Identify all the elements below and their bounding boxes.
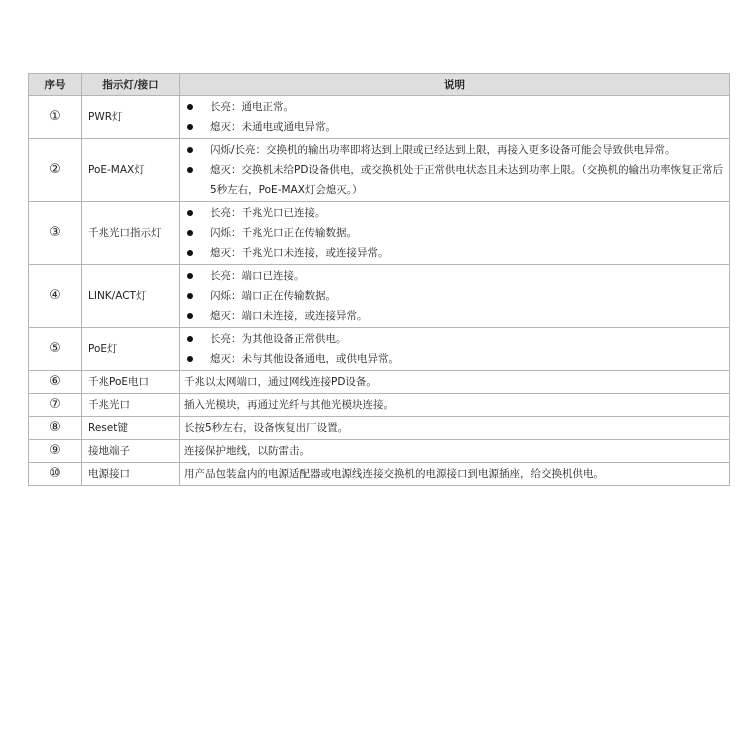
description-text: 插入光模块，再通过光纤与其他光模块连接。 — [184, 399, 394, 411]
indicator-name: PoE-MAX灯 — [82, 139, 180, 202]
bullet-icon — [187, 124, 193, 130]
row-number: ④ — [29, 265, 82, 328]
table-row — [29, 328, 730, 371]
table-row — [29, 463, 730, 486]
row-number: ⑨ — [29, 440, 82, 463]
list-item — [184, 349, 725, 369]
description-cell — [180, 394, 730, 417]
list-item-text: 长亮：千兆光口已连接。 — [210, 207, 326, 219]
list-item-text: 熄灭：交换机未给PD设备供电，或交换机处于正常供电状态且未达到功率上限。（交换机的输出功率恢复正常后5秒左右，PoE-MAX灯会熄灭。） — [210, 164, 724, 196]
description-cell — [180, 96, 730, 139]
indicator-name: Reset键 — [82, 417, 180, 440]
row-number: ③ — [29, 202, 82, 265]
description-list — [184, 266, 725, 326]
indicator-interface-table — [28, 73, 730, 486]
list-item-text: 熄灭：千兆光口未连接，或连接异常。 — [210, 247, 389, 259]
description-text: 长按5秒左右，设备恢复出厂设置。 — [184, 422, 349, 434]
description-cell — [180, 139, 730, 202]
table-row — [29, 139, 730, 202]
list-item-text: 闪烁/长亮：交换机的输出功率即将达到上限或已经达到上限，再接入更多设备可能会导致供电异常。 — [210, 144, 676, 156]
bullet-icon — [187, 104, 193, 110]
list-item — [184, 329, 725, 349]
description-list — [184, 140, 725, 200]
description-text: 千兆以太网端口，通过网线连接PD设备。 — [184, 376, 377, 388]
indicator-name: 接地端子 — [82, 440, 180, 463]
list-item-text: 长亮：端口已连接。 — [210, 270, 305, 282]
list-item — [184, 223, 725, 243]
indicator-name: PoE灯 — [82, 328, 180, 371]
bullet-icon — [187, 313, 193, 319]
table-row — [29, 371, 730, 394]
table-row — [29, 96, 730, 139]
list-item — [184, 286, 725, 306]
row-number: ⑧ — [29, 417, 82, 440]
list-item — [184, 243, 725, 263]
table-header-row — [29, 74, 730, 96]
list-item-text: 闪烁：千兆光口正在传输数据。 — [210, 227, 357, 239]
list-item — [184, 203, 725, 223]
header-description: 说明 — [180, 74, 730, 96]
indicator-name: 千兆光口指示灯 — [82, 202, 180, 265]
description-cell — [180, 417, 730, 440]
bullet-icon — [187, 167, 193, 173]
description-text: 用产品包装盒内的电源适配器或电源线连接交换机的电源接口到电源插座，给交换机供电。 — [184, 468, 604, 480]
indicator-name: 千兆PoE电口 — [82, 371, 180, 394]
row-number: ② — [29, 139, 82, 202]
table-row — [29, 417, 730, 440]
description-cell — [180, 265, 730, 328]
list-item — [184, 117, 725, 137]
list-item — [184, 140, 725, 160]
description-cell — [180, 328, 730, 371]
row-number: ⑥ — [29, 371, 82, 394]
list-item-text: 熄灭：未与其他设备通电，或供电异常。 — [210, 353, 399, 365]
description-text: 连接保护地线，以防雷击。 — [184, 445, 310, 457]
description-list — [184, 203, 725, 263]
list-item — [184, 306, 725, 326]
description-list — [184, 97, 725, 137]
list-item-text: 闪烁：端口正在传输数据。 — [210, 290, 336, 302]
description-cell — [180, 371, 730, 394]
table-row — [29, 265, 730, 328]
header-no: 序号 — [29, 74, 82, 96]
table-body — [29, 96, 730, 486]
indicator-name: 千兆光口 — [82, 394, 180, 417]
description-cell — [180, 463, 730, 486]
indicator-name: LINK/ACT灯 — [82, 265, 180, 328]
list-item-text: 长亮：通电正常。 — [210, 101, 294, 113]
bullet-icon — [187, 147, 193, 153]
list-item — [184, 160, 725, 200]
bullet-icon — [187, 336, 193, 342]
bullet-icon — [187, 293, 193, 299]
list-item — [184, 266, 725, 286]
list-item — [184, 97, 725, 117]
bullet-icon — [187, 230, 193, 236]
bullet-icon — [187, 356, 193, 362]
list-item-text: 熄灭：端口未连接，或连接异常。 — [210, 310, 368, 322]
row-number: ⑦ — [29, 394, 82, 417]
indicator-name: PWR灯 — [82, 96, 180, 139]
description-cell — [180, 440, 730, 463]
description-cell — [180, 202, 730, 265]
table-row — [29, 440, 730, 463]
list-item-text: 长亮：为其他设备正常供电。 — [210, 333, 347, 345]
indicator-name: 电源接口 — [82, 463, 180, 486]
row-number: ① — [29, 96, 82, 139]
table-row — [29, 394, 730, 417]
row-number: ⑤ — [29, 328, 82, 371]
bullet-icon — [187, 250, 193, 256]
table-row — [29, 202, 730, 265]
header-indicator: 指示灯/接口 — [82, 74, 180, 96]
row-number: ⑩ — [29, 463, 82, 486]
bullet-icon — [187, 210, 193, 216]
list-item-text: 熄灭：未通电或通电异常。 — [210, 121, 336, 133]
description-list — [184, 329, 725, 369]
bullet-icon — [187, 273, 193, 279]
